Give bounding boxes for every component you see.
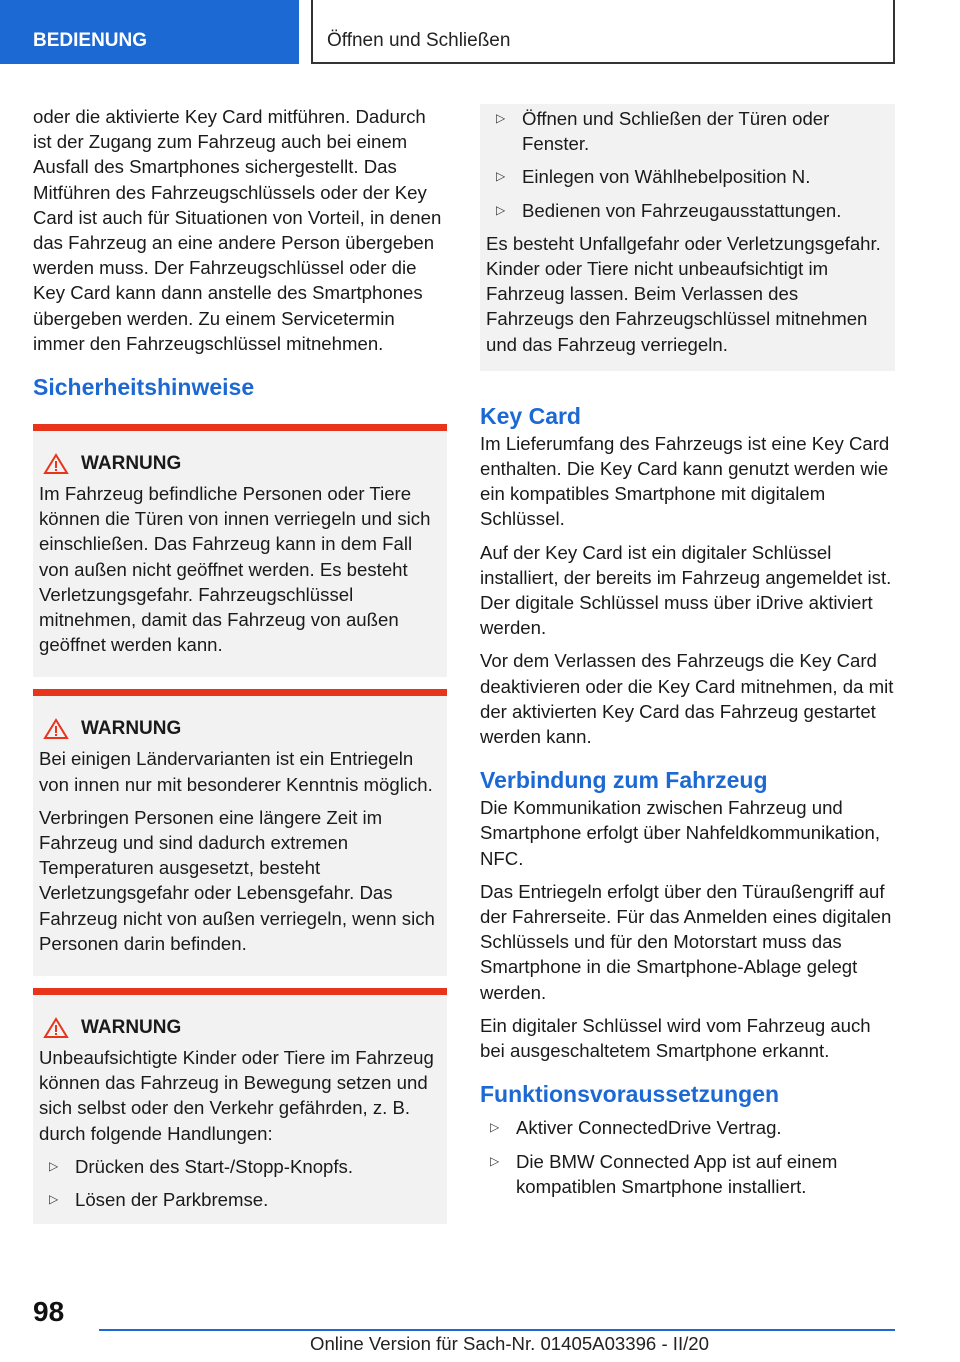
triangle-bullet-icon: ▷ <box>490 1153 500 1168</box>
warning-title: WARNUNG <box>39 1017 439 1039</box>
list-item: ▷ Einlegen von Wählhebelposition N. <box>486 164 887 189</box>
triangle-bullet-icon: ▷ <box>496 111 506 125</box>
chapter-title: Öffnen und Schließen <box>311 0 895 64</box>
triangle-bullet-icon: ▷ <box>496 202 506 217</box>
list-item: ▷ Drücken des Start-/Stopp-Knopfs. <box>39 1154 439 1179</box>
heading-verbindung: Verbindung zum Fahrzeug <box>480 767 768 794</box>
bullet-list <box>480 1115 895 1199</box>
warning-triangle-icon <box>43 718 77 740</box>
heading-key-card: Key Card <box>480 402 581 429</box>
heading-funktionsvoraussetzungen: Funktionsvoraussetzungen <box>480 1081 780 1108</box>
warning-box-1 <box>33 424 447 677</box>
paragraph: Im Lieferumfang des Fahrzeugs ist eine Key Card enthalten. Die Key Card kann genutzt werden wie ein kompatibles Smartphone mit digitalem Schlüssel. <box>480 432 890 530</box>
list-item: ▷ Die BMW Connected App ist auf einem kompatiblen Smartphone installiert. <box>490 1150 838 1197</box>
warning-title: WARNUNG <box>39 453 439 475</box>
section-tab: BEDIENUNG <box>0 0 299 64</box>
triangle-bullet-icon: ▷ <box>49 1192 59 1207</box>
right-column <box>480 104 895 1207</box>
paragraph: Ein digitaler Schlüssel wird vom Fahrzeug auch bei ausgeschaltetem Smartphone erkannt. <box>480 1014 871 1062</box>
footer-online-version: Online Version für Sach-Nr. 01405A03396 - II/20 <box>310 1333 709 1354</box>
list-item: ▷ Lösen der Parkbremse. <box>39 1187 439 1212</box>
paragraph: Vor dem Verlassen des Fahrzeugs die Key Card deaktivieren oder die Key Card mitnehmen, da mit der aktivierten Key Card das Fahrzeug gestartet werden kann. <box>480 650 894 748</box>
warning-text: Im Fahrzeug befindliche Personen oder Tiere können die Türen von innen verriegeln und sich einschließen. Das Fahrzeug kann in dem Fall von außen nicht geöffnet werden. Es besteht Verletzungsgefahr. Fahrzeugschlüssel mitnehmen, damit das Fahrzeug von außen geöffnet werden kann. <box>39 483 431 656</box>
heading-sicherheitshinweise: Sicherheitshinweise <box>33 374 255 401</box>
page-number: 98 <box>33 1296 65 1327</box>
warning-text: Es besteht Unfallgefahr oder Verletzungsgefahr. Kinder oder Tiere nicht unbeaufsichtigt im Fahrzeug lassen. Beim Verlassen des Fahrzeugs den Fahrzeugschlüssel mitnehmen und das Fahrzeug verriegeln. <box>486 232 881 355</box>
list-item: ▷ Aktiver ConnectedDrive Vertrag. <box>480 1115 895 1140</box>
warning-text: Verbringen Personen eine längere Zeit im Fahrzeug und sind dadurch extremen Temperaturen ausgesetzt, besteht Verletzungsgefahr oder Lebensgefahr. Das Fahrzeug nicht von außen verriegeln, wenn sich Personen darin befinden. <box>39 806 435 954</box>
triangle-bullet-icon: ▷ <box>496 169 506 184</box>
paragraph: Auf der Key Card ist ein digitaler Schlüssel installiert, der bereits im Fahrzeug angemeldet ist. Der digitale Schlüssel muss über iDrive aktiviert werden. <box>480 541 892 639</box>
warning-box-3 <box>33 988 447 1224</box>
list-item: ▷ Bedienen von Fahrzeugausstattungen. <box>486 198 887 223</box>
intro-paragraph: oder die aktivierte Key Card mitführen. Dadurch ist der Zugang zum Fahrzeug auch bei einem Ausfall des Smartphones sichergestellt. Das Mitführen des Fahrzeugschlüssels oder der Key Card ist auch für Situationen von Vorteil, in denen das Fahrzeug an eine andere Person übergeben werden muss. Der Fahrzeugschlüssel oder die Key Card kann dann anstelle des Smartphones übergeben werden. Zu einem Servicetermin immer den Fahrzeugschlüssel mitnehmen. <box>33 106 442 354</box>
left-column <box>33 104 447 1224</box>
warning-bullet-list <box>39 1154 439 1212</box>
triangle-bullet-icon: ▷ <box>490 1120 500 1135</box>
warning-box-3-continued <box>480 104 895 371</box>
warning-triangle-icon <box>43 1017 77 1039</box>
paragraph: Das Entriegeln erfolgt über den Türaußengriff auf der Fahrerseite. Für das Anmelden eines digitalen Schlüssels und für den Motorstart muss das Smartphone in die Smartphone-Ablage gelegt werden. <box>480 880 892 1003</box>
warning-box-2 <box>33 689 447 976</box>
page-header <box>0 0 960 66</box>
warning-text: Unbeaufsichtigte Kinder oder Tiere im Fahrzeug können das Fahrzeug in Bewegung setzen und sich selbst oder den Verkehr gefährden, z. B. durch folgende Handlungen: <box>39 1047 434 1144</box>
warning-title: WARNUNG <box>39 718 439 740</box>
paragraph: Die Kommunikation zwischen Fahrzeug und Smartphone erfolgt über Nahfeldkommunikation, NFC. <box>480 797 880 869</box>
footer-divider <box>99 1329 895 1331</box>
warning-triangle-icon <box>43 453 77 475</box>
warning-bullet-list <box>486 106 887 223</box>
list-item: ▷ Öffnen und Schließen der Türen oder Fenster. <box>496 108 830 155</box>
triangle-bullet-icon: ▷ <box>49 1158 59 1173</box>
warning-text: Bei einigen Ländervarianten ist ein Entriegeln von innen nur mit besonderer Kenntnis möglich. <box>39 748 433 795</box>
